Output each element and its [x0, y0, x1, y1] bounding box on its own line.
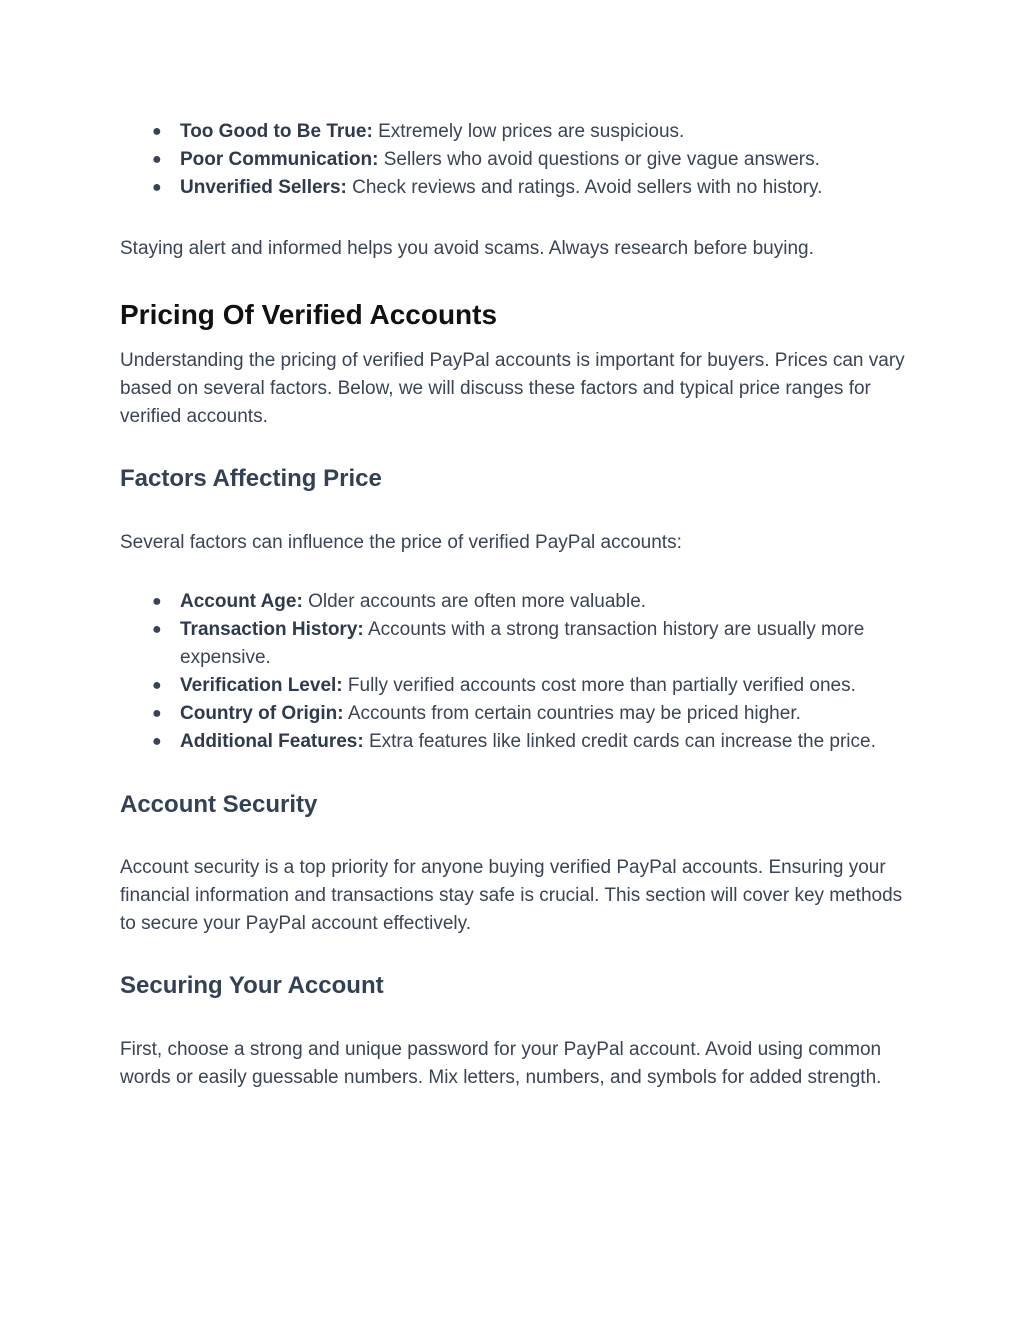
list-item: [120, 728, 910, 756]
list-item-term: Unverified Sellers:: [180, 177, 347, 198]
pricing-intro-paragraph: Understanding the pricing of verified PayPal accounts is important for buyers. Prices can vary based on several factors. Below, we will discuss these factors and typical price ranges for verified accounts.: [120, 350, 905, 427]
bullet-icon: ●: [152, 733, 162, 750]
list-item: [120, 588, 910, 616]
list-item-text: Sellers who avoid questions or give vague answers.: [378, 149, 820, 170]
securing-heading: Securing Your Account: [120, 972, 384, 999]
list-item-text: Extra features like linked credit cards can increase the price.: [363, 731, 876, 752]
factors-intro-paragraph: Several factors can influence the price of verified PayPal accounts:: [120, 532, 682, 553]
bullet-icon: ●: [152, 151, 162, 168]
list-item-term: Transaction History:: [180, 619, 364, 640]
bullet-icon: ●: [152, 593, 162, 610]
list-item-term: Verification Level:: [180, 675, 343, 696]
list-item-term: Poor Communication:: [180, 149, 379, 170]
list-item: [120, 146, 910, 174]
list-item-text: Check reviews and ratings. Avoid sellers with no history.: [346, 177, 823, 198]
list-item-text: Accounts with a strong transaction history are usually more expensive.: [180, 619, 865, 668]
bullet-icon: ●: [152, 179, 162, 196]
list-item-term: Account Age:: [180, 591, 303, 612]
list-item: [120, 672, 910, 700]
list-item-text: Fully verified accounts cost more than partially verified ones.: [342, 675, 856, 696]
list-item-text: Older accounts are often more valuable.: [302, 591, 647, 612]
bullet-icon: ●: [152, 677, 162, 694]
list-item-text: Accounts from certain countries may be priced higher.: [343, 703, 801, 724]
list-item: [120, 118, 910, 146]
security-heading: Account Security: [120, 791, 318, 818]
bullet-icon: ●: [152, 705, 162, 722]
list-item-term: Country of Origin:: [180, 703, 344, 724]
list-item-text: Extremely low prices are suspicious.: [372, 121, 685, 142]
bullet-icon: ●: [152, 621, 162, 638]
list-item: [120, 616, 910, 672]
factors-heading: Factors Affecting Price: [120, 465, 382, 492]
list-item-term: Additional Features:: [180, 731, 364, 752]
list-item: [120, 700, 910, 728]
scam-signs-list: [120, 118, 910, 202]
pricing-heading: Pricing Of Verified Accounts: [120, 299, 498, 330]
security-intro-paragraph: Account security is a top priority for anyone buying verified PayPal accounts. Ensuring your financial information and transactions stay safe is crucial. This section will cover key methods to secure your PayPal account effectively.: [120, 857, 903, 934]
securing-paragraph: First, choose a strong and unique password for your PayPal account. Avoid using common words or easily guessable numbers. Mix letters, numbers, and symbols for added strength.: [120, 1039, 882, 1088]
factors-list: [120, 588, 910, 756]
list-item: [120, 174, 910, 202]
scam-summary-paragraph: Staying alert and informed helps you avoid scams. Always research before buying.: [120, 238, 814, 259]
bullet-icon: ●: [152, 123, 162, 140]
list-item-term: Too Good to Be True:: [180, 121, 373, 142]
